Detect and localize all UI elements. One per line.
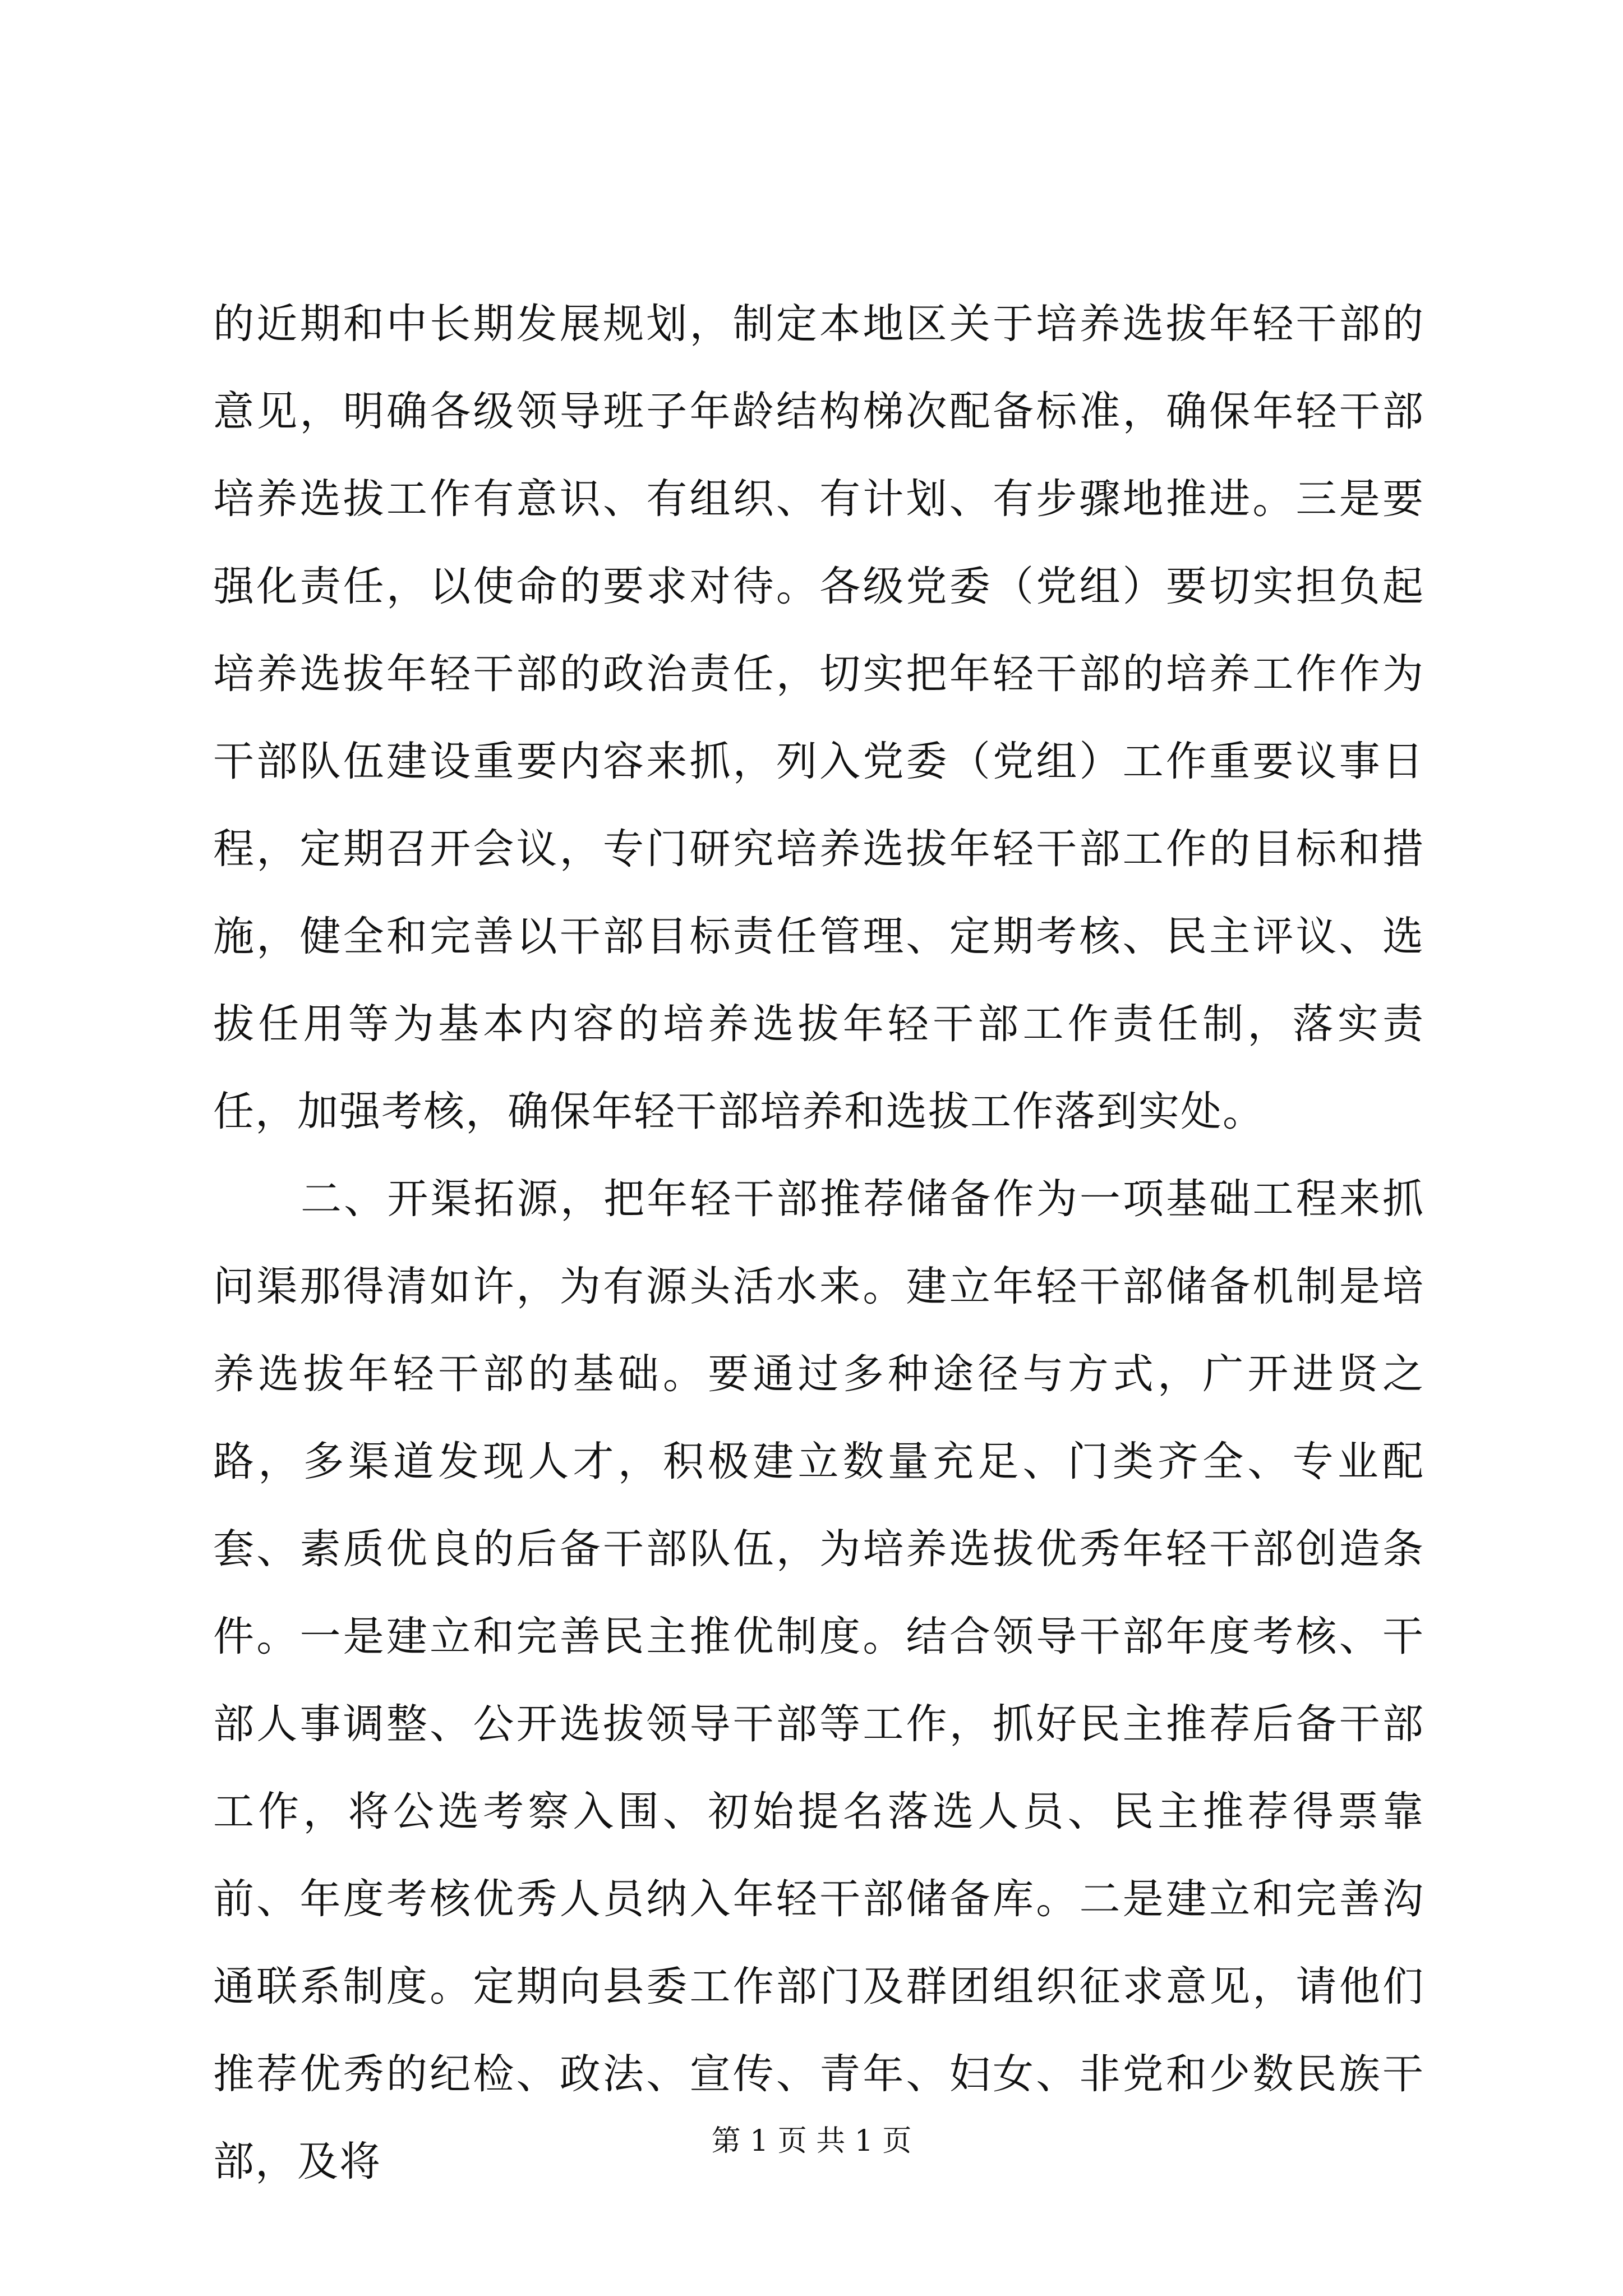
page-footer: 第 1 页 共 1 页 [711,2124,912,2158]
paragraph-1: 的近期和中长期发展规划，制定本地区关于培养选拔年轻干部的意见，明确各级领导班子年龄结构梯次配备标准，确保年轻干部培养选拔工作有意识、有组织、有计划、有步骤地推进。三是要强化责任，以使命的要求对待。各级党委（党组）要切实担负起培养选拔年轻干部的政治责任，切实把年轻干部的培养工作作为干部队伍建设重要内容来抓，列入党委（党组）工作重要议事日程，定期召开会议，专门研究培养选拔年轻干部工作的目标和措施，健全和完善以干部目标责任管理、定期考核、民主评议、选拔任用等为基本内容的培养选拔年轻干部工作责任制，落实责任，加强考核，确保年轻干部培养和选拔工作落到实处。 [213,300,1424,1135]
paragraph-2: 二、开渠拓源，把年轻干部推荐储备作为一项基础工程来抓问渠那得清如许，为有源头活水来。建立年轻干部储备机制是培养选拔年轻干部的基础。要通过多种途径与方式，广开进贤之路，多渠道发现人才，积极建立数量充足、门类齐全、专业配套、素质优良的后备干部队伍，为培养选拔优秀年轻干部创造条件。一是建立和完善民主推优制度。结合领导干部年度考核、干部人事调整、公开选拔领导干部等工作，抓好民主推荐后备干部工作，将公选考察入围、初始提名落选人员、民主推荐得票靠前、年度考核优秀人员纳入年轻干部储备库。二是建立和完善沟通联系制度。定期向县委工作部门及群团组织征求意见，请他们推荐优秀的纪检、政法、宣传、青年、妇女、非党和少数民族干部，及将 [213,1175,1424,2185]
document-body [213,280,1424,2206]
